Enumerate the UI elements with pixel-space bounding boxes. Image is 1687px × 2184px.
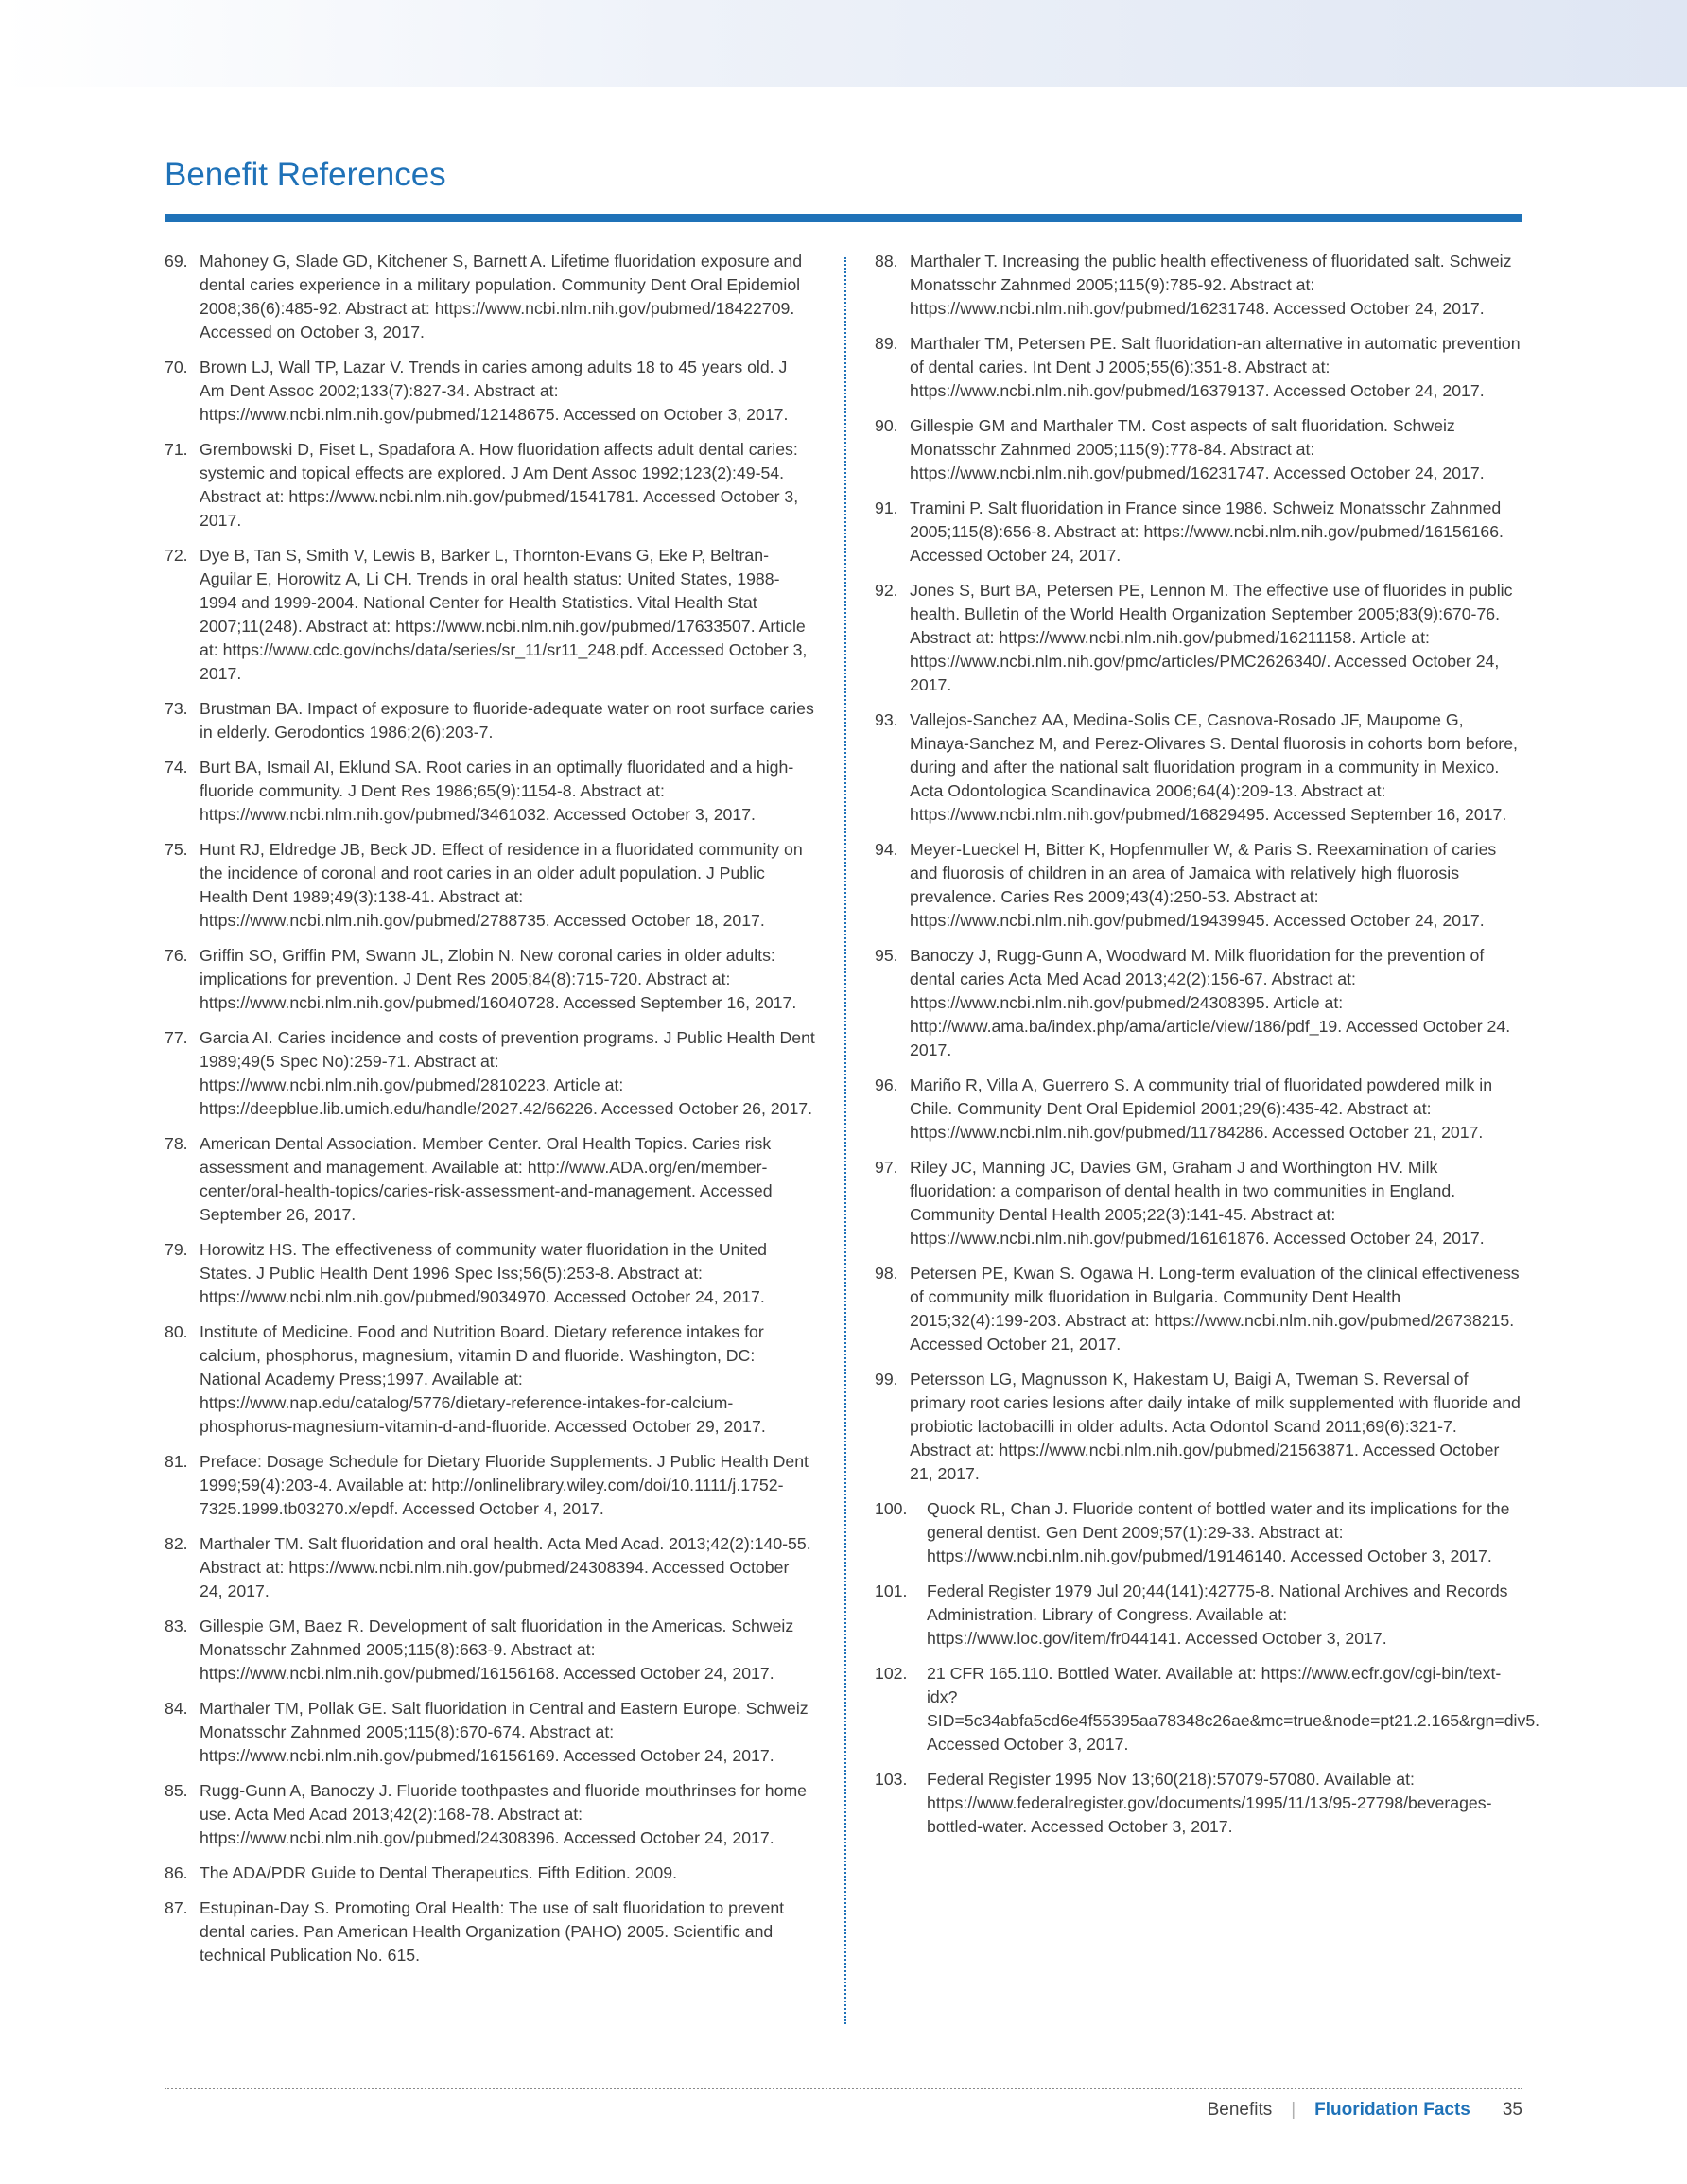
reference-text: Brown LJ, Wall TP, Lazar V. Trends in caries among adults 18 to 45 years old. J Am Dent Assoc 2002;133(7):827-34. Abstract at: https://www.ncbi.nlm.nih.gov/pubmed/12148675. Accessed on October 3, 2017.: [200, 358, 789, 424]
reference-number: 69.: [165, 252, 188, 271]
reference-text: Jones S, Burt BA, Petersen PE, Lennon M. The effective use of fluorides in public health. Bulletin of the World Health Organization September 2005;83(9):670-76. Abstract at: https://www.ncbi.nlm.nih.gov/pubmed/16211158. Article at: https://www.ncbi.nlm.nih.gov/pmc/articles/PMC2626340/. Accessed October 24, 2017.: [910, 581, 1513, 694]
reference-text: Burt BA, Ismail AI, Eklund SA. Root caries in an optimally fluoridated and a high-fluoride community. J Dent Res 1986;65(9):1154-8. Abstract at: https://www.ncbi.nlm.nih.gov/pubmed/3461032. Accessed October 3, 2017.: [200, 758, 794, 824]
page-number: 35: [1502, 2100, 1522, 2120]
reference-item: [875, 414, 1522, 485]
reference-number: 85.: [165, 1781, 188, 1800]
reference-item: [165, 1132, 815, 1227]
reference-number: 82.: [165, 1534, 188, 1553]
reference-text: Garcia AI. Caries incidence and costs of prevention programs. J Public Health Dent 1989;49(5 Spec No):259-71. Abstract at: https://www.ncbi.nlm.nih.gov/pubmed/2810223. Article at: https://deepblue.lib.umich.edu/handle/2027.42/66226. Accessed October 26, 2017.: [200, 1028, 815, 1118]
reference-number: 94.: [875, 840, 898, 859]
reference-number: 88.: [875, 252, 898, 271]
header-banner: [0, 0, 1687, 87]
reference-text: The ADA/PDR Guide to Dental Therapeutics. Fifth Edition. 2009.: [200, 1863, 678, 1882]
reference-number: 79.: [165, 1240, 188, 1259]
reference-item: [165, 1697, 815, 1768]
reference-text: Marthaler TM, Pollak GE. Salt fluoridation in Central and Eastern Europe. Schweiz Monatsschr Zahnmed 2005;115(8):670-674. Abstract at: https://www.ncbi.nlm.nih.gov/pubmed/16156169. Accessed October 24, 2017.: [200, 1699, 809, 1765]
reference-text: Meyer-Lueckel H, Bitter K, Hopfenmuller W, & Paris S. Reexamination of caries and fluorosis of children in an area of Jamaica with relatively high fluorosis prevalence. Caries Res 2009;43(4):250-53. Abstract at: https://www.ncbi.nlm.nih.gov/pubmed/19439945. Accessed October 24, 2017.: [910, 840, 1497, 930]
reference-text: Estupinan-Day S. Promoting Oral Health: The use of salt fluoridation to prevent dental caries. Pan American Health Organization (PAHO) 2005. Scientific and technical Publication No. 615.: [200, 1898, 785, 1965]
reference-text: Mahoney G, Slade GD, Kitchener S, Barnett A. Lifetime fluoridation exposure and dental caries experience in a military population. Community Dent Oral Epidemiol 2008;36(6):485-92. Abstract at: https://www.ncbi.nlm.nih.gov/pubmed/18422709. Accessed on October 3, 2017.: [200, 252, 803, 341]
reference-item: [165, 697, 815, 744]
reference-number: 70.: [165, 358, 188, 376]
reference-number: 87.: [165, 1898, 188, 1917]
reference-number: 77.: [165, 1028, 188, 1047]
reference-item: [875, 497, 1522, 568]
reference-text: Hunt RJ, Eldredge JB, Beck JD. Effect of residence in a fluoridated community on the incidence of coronal and root caries in an older adult population. J Public Health Dent 1989;49(3):138-41. Abstract at: https://www.ncbi.nlm.nih.gov/pubmed/2788735. Accessed October 18, 2017.: [200, 840, 803, 930]
reference-item: [165, 1238, 815, 1309]
reference-item: [165, 1861, 815, 1885]
reference-number: 102.: [875, 1664, 908, 1683]
reference-item: [165, 356, 815, 427]
reference-item: [165, 250, 815, 344]
reference-number: 96.: [875, 1075, 898, 1094]
reference-text: Quock RL, Chan J. Fluoride content of bottled water and its implications for the general dentist. Gen Dent 2009;57(1):29-33. Abstract at: https://www.ncbi.nlm.nih.gov/pubmed/19146140. Accessed October 3, 2017.: [927, 1499, 1510, 1565]
reference-number: 91.: [875, 498, 898, 517]
reference-number: 78.: [165, 1134, 188, 1153]
reference-item: [875, 579, 1522, 697]
reference-item: [875, 838, 1522, 933]
reference-item: [165, 756, 815, 827]
reference-number: 72.: [165, 546, 188, 565]
reference-item: [165, 1896, 815, 1967]
reference-text: Marthaler TM, Petersen PE. Salt fluoridation-an alternative in automatic prevention of dental caries. Int Dent J 2005;55(6):351-8. Abstract at: https://www.ncbi.nlm.nih.gov/pubmed/16379137. Accessed October 24, 2017.: [910, 334, 1521, 400]
page-footer: [1208, 2100, 1522, 2121]
reference-text: Federal Register 1995 Nov 13;60(218):57079-57080. Available at: https://www.federalregister.gov/documents/1995/11/13/95-27798/beverages-bottled-water. Accessed October 3, 2017.: [927, 1770, 1492, 1836]
reference-number: 84.: [165, 1699, 188, 1718]
reference-item: [165, 1779, 815, 1850]
reference-number: 100.: [875, 1499, 908, 1518]
reference-text: Tramini P. Salt fluoridation in France since 1986. Schweiz Monatsschr Zahnmed 2005;115(8):656-8. Abstract at: https://www.ncbi.nlm.nih.gov/pubmed/16156166. Accessed October 24, 2017.: [910, 498, 1504, 565]
reference-text: 21 CFR 165.110. Bottled Water. Available at: https://www.ecfr.gov/cgi-bin/text-idx?SID=5c34abfa5cd6e4f55395aa78348c26ae&mc=true&node=pt21.2.165&rgn=div5. Accessed October 3, 2017.: [927, 1664, 1540, 1754]
reference-item: [875, 250, 1522, 321]
reference-item: [875, 1262, 1522, 1356]
reference-text: Preface: Dosage Schedule for Dietary Fluoride Supplements. J Public Health Dent 1999;59(4):203-4. Available at: http://onlinelibrary.wiley.com/doi/10.1111/j.1752-7325.1999.tb03270.x/epdf. Accessed October 4, 2017.: [200, 1452, 809, 1518]
reference-text: Brustman BA. Impact of exposure to fluoride-adequate water on root surface caries in elderly. Gerodontics 1986;2(6):203-7.: [200, 699, 814, 742]
title-divider: [165, 214, 1522, 222]
reference-text: Institute of Medicine. Food and Nutrition Board. Dietary reference intakes for calcium, phosphorus, magnesium, vitamin D and fluoride. Washington, DC: National Academy Press;1997. Available at: https://www.nap.edu/catalog/5776/dietary-reference-intakes-for-calcium-phosphorus-magnesium-vitamin-d-and-fluoride. Accessed October 29, 2017.: [200, 1322, 766, 1436]
reference-number: 80.: [165, 1322, 188, 1341]
reference-item: [165, 1320, 815, 1439]
reference-number: 76.: [165, 946, 188, 965]
reference-text: Petersson LG, Magnusson K, Hakestam U, Baigi A, Tweman S. Reversal of primary root caries lesions after daily intake of milk supplemented with fluoride and probiotic lactobacilli in older adults. Acta Odontol Scand 2011;69(6):321-7. Abstract at: https://www.ncbi.nlm.nih.gov/pubmed/21563871. Accessed October 21, 2017.: [910, 1370, 1521, 1483]
reference-number: 86.: [165, 1863, 188, 1882]
reference-item: [165, 1026, 815, 1121]
reference-text: Grembowski D, Fiset L, Spadafora A. How fluoridation affects adult dental caries: systemic and topical effects are explored. J Am Dent Assoc 1992;123(2):49-54. Abstract at: https://www.ncbi.nlm.nih.gov/pubmed/1541781. Accessed October 3, 2017.: [200, 440, 799, 530]
reference-item: [875, 332, 1522, 403]
reference-text: Horowitz HS. The effectiveness of community water fluoridation in the United States. J Public Health Dent 1996 Spec Iss;56(5):253-8. Abstract at: https://www.ncbi.nlm.nih.gov/pubmed/9034970. Accessed October 24, 2017.: [200, 1240, 768, 1306]
reference-number: 74.: [165, 758, 188, 777]
reference-text: Rugg-Gunn A, Banoczy J. Fluoride toothpastes and fluoride mouthrinses for home use. Acta Med Acad 2013;42(2):168-78. Abstract at: https://www.ncbi.nlm.nih.gov/pubmed/24308396. Accessed October 24, 2017.: [200, 1781, 808, 1847]
reference-number: 89.: [875, 334, 898, 353]
reference-text: Marthaler TM. Salt fluoridation and oral health. Acta Med Acad. 2013;42(2):140-55. Abstract at: https://www.ncbi.nlm.nih.gov/pubmed/24308394. Accessed October 24, 2017.: [200, 1534, 811, 1600]
reference-item: [165, 944, 815, 1015]
reference-text: Riley JC, Manning JC, Davies GM, Graham J and Worthington HV. Milk fluoridation: a comparison of dental health in two communities in England. Community Dental Health 2005;22(3):141-45. Abstract at: https://www.ncbi.nlm.nih.gov/pubmed/16161876. Accessed October 24, 2017.: [910, 1158, 1485, 1248]
reference-item: [165, 1532, 815, 1603]
footer-divider: [165, 2088, 1522, 2089]
footer-separator: |: [1291, 2100, 1296, 2120]
reference-number: 95.: [875, 946, 898, 965]
reference-number: 103.: [875, 1770, 908, 1789]
reference-item: [875, 1074, 1522, 1144]
reference-text: Vallejos-Sanchez AA, Medina-Solis CE, Casnova-Rosado JF, Maupome G, Minaya-Sanchez M, and Perez-Olivares S. Dental fluorosis in cohorts born before, during and after the national salt fluoridation program in a community in Mexico. Acta Odontologica Scandinavica 2006;64(4):209-13. Abstract at: https://www.ncbi.nlm.nih.gov/pubmed/16829495. Accessed September 16, 2017.: [910, 710, 1518, 824]
reference-item: [165, 544, 815, 686]
references-right-column: [875, 250, 1540, 1850]
reference-item: [875, 708, 1522, 827]
column-divider: [844, 257, 846, 2024]
reference-number: 98.: [875, 1264, 898, 1283]
reference-item: [875, 1497, 1522, 1568]
reference-number: 73.: [165, 699, 188, 718]
reference-number: 101.: [875, 1581, 908, 1600]
footer-publication: Fluoridation Facts: [1314, 2100, 1470, 2120]
reference-text: Mariño R, Villa A, Guerrero S. A community trial of fluoridated powdered milk in Chile. Community Dent Oral Epidemiol 2001;29(6):435-42. Abstract at: https://www.ncbi.nlm.nih.gov/pubmed/11784286. Accessed October 21, 2017.: [910, 1075, 1493, 1142]
reference-text: Dye B, Tan S, Smith V, Lewis B, Barker L, Thornton-Evans G, Eke P, Beltran-Aguilar E, Horowitz A, Li CH. Trends in oral health status: United States, 1988-1994 and 1999-2004. National Center for Health Statistics. Vital Health Stat 2007;11(248). Abstract at: https://www.ncbi.nlm.nih.gov/pubmed/17633507. Article at: https://www.cdc.gov/nchs/data/series/sr_11/sr11_248.pdf. Accessed October 3, 2017.: [200, 546, 808, 683]
reference-item: [875, 1768, 1522, 1839]
reference-item: [165, 838, 815, 933]
reference-item: [875, 1368, 1522, 1486]
reference-number: 81.: [165, 1452, 188, 1471]
reference-item: [165, 1450, 815, 1521]
reference-text: Gillespie GM and Marthaler TM. Cost aspects of salt fluoridation. Schweiz Monatsschr Zahnmed 2005;115(9):778-84. Abstract at: https://www.ncbi.nlm.nih.gov/pubmed/16231747. Accessed October 24, 2017.: [910, 416, 1485, 482]
reference-text: Banoczy J, Rugg-Gunn A, Woodward M. Milk fluoridation for the prevention of dental caries Acta Med Acad 2013;42(2):156-67. Abstract at: https://www.ncbi.nlm.nih.gov/pubmed/24308395. Article at: http://www.ama.ba/index.php/ama/article/view/186/pdf_19. Accessed October 24. 2017.: [910, 946, 1511, 1059]
reference-number: 90.: [875, 416, 898, 435]
references-left-column: [165, 250, 815, 1979]
reference-number: 92.: [875, 581, 898, 600]
reference-item: [165, 1615, 815, 1686]
reference-text: Federal Register 1979 Jul 20;44(141):42775-8. National Archives and Records Administration. Library of Congress. Available at: https://www.loc.gov/item/fr044141. Accessed October 3, 2017.: [927, 1581, 1508, 1648]
reference-text: American Dental Association. Member Center. Oral Health Topics. Caries risk assessment and management. Available at: http://www.ADA.org/en/member-center/oral-health-topics/caries-risk-assessment-and-management. Accessed September 26, 2017.: [200, 1134, 773, 1224]
reference-number: 83.: [165, 1616, 188, 1635]
reference-number: 97.: [875, 1158, 898, 1177]
reference-item: [875, 1156, 1522, 1250]
reference-number: 75.: [165, 840, 188, 859]
reference-number: 71.: [165, 440, 188, 459]
reference-text: Gillespie GM, Baez R. Development of salt fluoridation in the Americas. Schweiz Monatsschr Zahnmed 2005;115(8):663-9. Abstract at: https://www.ncbi.nlm.nih.gov/pubmed/16156168. Accessed October 24, 2017.: [200, 1616, 794, 1683]
reference-item: [875, 1580, 1522, 1651]
reference-number: 93.: [875, 710, 898, 729]
page-title: Benefit References: [165, 156, 446, 193]
reference-item: [875, 1662, 1540, 1756]
reference-text: Griffin SO, Griffin PM, Swann JL, Zlobin N. New coronal caries in older adults: implications for prevention. J Dent Res 2005;84(8):715-720. Abstract at: https://www.ncbi.nlm.nih.gov/pubmed/16040728. Accessed September 16, 2017.: [200, 946, 797, 1012]
reference-text: Petersen PE, Kwan S. Ogawa H. Long-term evaluation of the clinical effectiveness of community milk fluoridation in Bulgaria. Community Dent Health 2015;32(4):199-203. Abstract at: https://www.ncbi.nlm.nih.gov/pubmed/26738215. Accessed October 21, 2017.: [910, 1264, 1520, 1354]
footer-section: Benefits: [1207, 2100, 1273, 2120]
reference-number: 99.: [875, 1370, 898, 1389]
reference-item: [875, 944, 1522, 1062]
reference-text: Marthaler T. Increasing the public health effectiveness of fluoridated salt. Schweiz Monatsschr Zahnmed 2005;115(9):785-92. Abstract at: https://www.ncbi.nlm.nih.gov/pubmed/16231748. Accessed October 24, 2017.: [910, 252, 1512, 318]
reference-item: [165, 438, 815, 533]
